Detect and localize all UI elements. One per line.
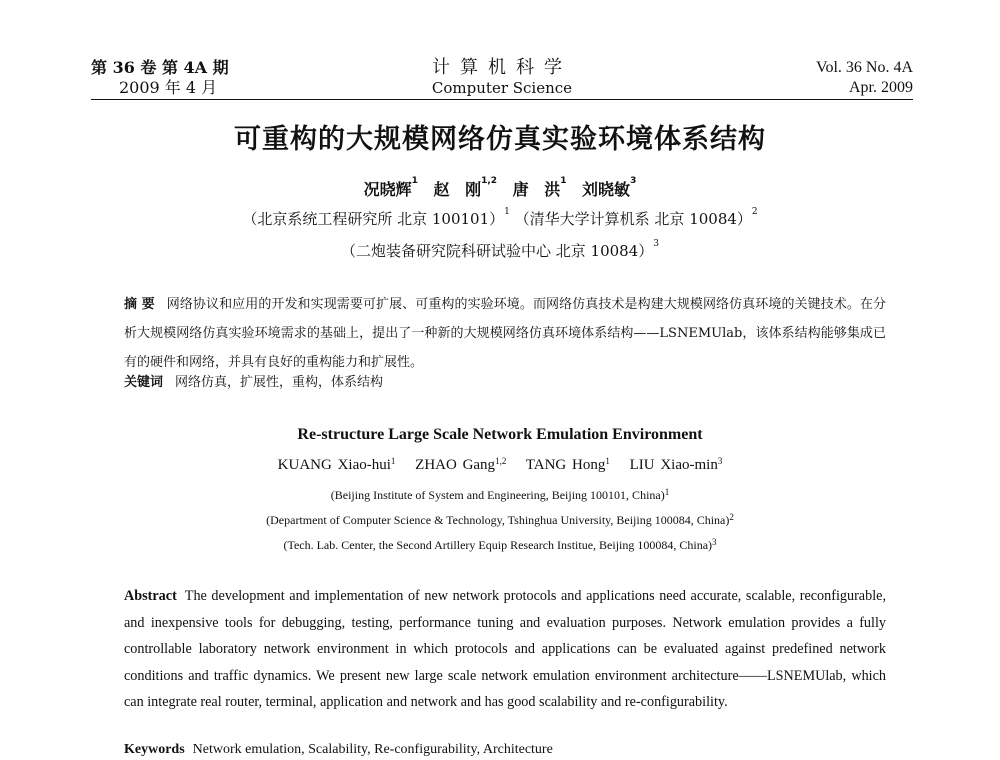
abstract-en-label: Abstract xyxy=(124,588,177,604)
abstract-cn xyxy=(124,290,886,377)
keywords-en-label: Keywords xyxy=(124,742,185,757)
paper-title-en: Re-structure Large Scale Network Emulation Environment xyxy=(297,426,703,443)
keywords-cn-label: 关键词 xyxy=(124,375,164,390)
author-list-cn xyxy=(0,177,1000,200)
affiliation-en-1: (Beijing Institute of System and Engineering, Beijing 100101, China)$^1$ xyxy=(330,487,670,502)
header-volume-en: Vol. 36 No. 4A xyxy=(815,59,913,76)
abstract-en xyxy=(124,583,886,716)
header-date-cn: 2009 年 4 月 xyxy=(119,78,218,97)
journal-name-en: Computer Science xyxy=(431,79,573,97)
author-name-cn: 刘晓敏$^3$ xyxy=(582,176,637,199)
keywords-en-text: Network emulation, Scalability, Re-configurability, Architecture xyxy=(192,742,553,757)
journal-name-cn: 计算机科学 xyxy=(432,57,572,78)
affiliation-en-3: (Tech. Lab. Center, the Second Artillery Equip Research Institue, Beijing 100084, China)$^3$ xyxy=(283,537,717,552)
abstract-en-text: The development and implementation of new network protocols and applications need accurate, scalable, reconfigurable, and inexpensive tools for debugging, testing, performance tuning and evaluation purposes. Network emulation provides a fully controllable laboratory network environment in which protocols and applications can be evaluated against predefined network conditions and traffic dynamics. We present new large scale network emulation environment architecture——LSNEMUlab, which can integrate real router, terminal, application and network and has good scalability and re-configurability. xyxy=(124,588,886,710)
header-date-en: Apr. 2009 xyxy=(849,79,913,96)
paper-title-cn: 可重构的大规模网络仿真实验环境体系结构 xyxy=(234,124,766,155)
header-right xyxy=(816,58,913,98)
author-name-en: TANG Hong$^1$ xyxy=(525,456,610,473)
author-name-cn: 况晓辉$^1$ xyxy=(363,176,418,199)
author-list-en xyxy=(0,457,1000,474)
author-name-en: LIU Xiao-$\min^3$ xyxy=(629,456,723,473)
keywords-en xyxy=(124,742,553,758)
affiliation-cn-line1: （北京系统工程研究所 北京 100101）$^1$ （清华大学计算机系 北京 10084）$^2$ xyxy=(242,207,758,228)
affiliation-en-2: (Department of Computer Science & Technology, Tshinghua University, Beijing 100084, China)$^2$ xyxy=(266,512,734,527)
header-journal-name xyxy=(91,58,913,98)
keywords-cn xyxy=(124,371,383,390)
author-name-en: ZHAO Gang$^{1,2}$ xyxy=(415,456,507,473)
author-name-en: KUANG Xiao-hui$^1$ xyxy=(277,456,396,473)
abstract-cn-label: 摘 要 xyxy=(124,297,155,312)
header-volume-cn: 第 36 卷 第 4A 期 xyxy=(91,58,229,77)
author-name-cn: 唐 洪$^1$ xyxy=(512,176,567,199)
abstract-cn-text: 网络协议和应用的开发和实现需要可扩展、可重构的实验环境。而网络仿真技术是构建大规模网络仿真环境的关键技术。在分析大规模网络仿真实验环境需求的基础上，提出了一种新的大规模网络仿真环境体系结构——LSNEMUlab，该体系结构能够集成已有的硬件和网络，并具有良好的重构能力和扩展性。 xyxy=(124,297,886,370)
author-name-cn: 赵 刚$^{1,2}$ xyxy=(433,176,498,199)
journal-header xyxy=(91,58,913,102)
keywords-cn-text: 网络仿真，扩展性，重构，体系结构 xyxy=(175,375,384,390)
header-rule xyxy=(91,99,913,100)
affiliation-cn-line2: （二炮装备研究院科研试验中心 北京 10084）$^3$ xyxy=(341,239,659,260)
